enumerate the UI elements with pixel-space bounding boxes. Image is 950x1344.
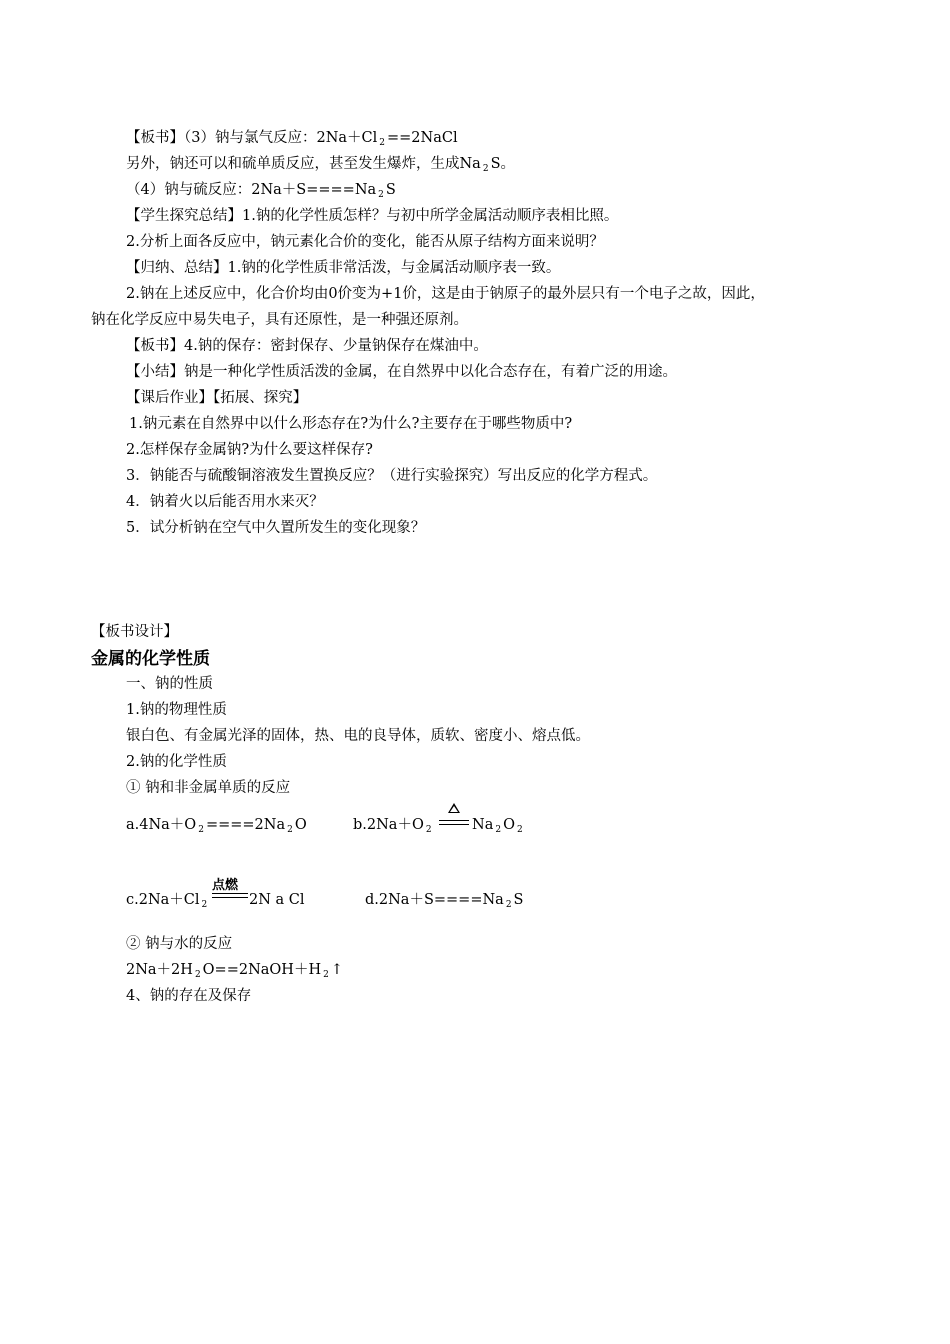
conclusion-2: 2.钠在上述反应中，化合价均由0价变为+1价，这是由于钠原子的最外层只有一个电子之故，因此， [126,286,765,302]
equation-b-left: b.2Na＋O $_2$ [353,817,432,835]
board-note-sodium-chlorine: 【板书】（3）钠与氯气反应：2Na＋Cl $_2$ ==2NaCl [126,130,458,148]
reaction-double-line [212,893,248,898]
inquiry-question-2: 2.分析上面各反应中，钠元素化合价的变化，能否从原子结构方面来说明？ [126,234,604,250]
chemical-properties-heading: 2.钠的化学性质 [126,754,227,770]
note-sodium-sulfur-intro: 另外，钠还可以和硫单质反应，甚至发生爆炸，生成Na $_2$ S。 [126,156,516,174]
ignition-condition: 点燃 [212,878,239,893]
equation-c-left: c.2Na＋Cl $_2$ [126,892,208,910]
note-sodium-sulfur-equation: （4）钠与硫反应：2Na＋S====Na $_2$ S [126,182,396,200]
homework-question-2: 2.怎样保存金属钠?为什么要这样保存? [126,442,373,458]
conclusion-2-continued: 钠在化学反应中易失电子，具有还原性，是一种强还原剂。 [91,312,468,328]
summary: 【小结】钠是一种化学性质活泼的金属，在自然界中以化合态存在，有着广泛的用途。 [126,364,677,380]
water-reaction-heading: ② 钠与水的反应 [126,936,233,952]
existence-storage-heading: 4、钠的存在及保存 [126,988,252,1004]
water-reaction-equation: 2Na＋2H $_2$ O==2NaOH＋H $_2$ ↑ [126,962,343,980]
conclusion-1: 【归纳、总结】1.钠的化学性质非常活泼，与金属活动顺序表一致。 [126,260,561,276]
homework-question-4: 4．钠着火以后能否用水来灭？ [126,494,324,510]
homework-question-3: 3．钠能否与硫酸铜溶液发生置换反应？（进行实验探究）写出反应的化学方程式。 [126,468,658,484]
heating-triangle-icon [448,803,460,813]
nonmetal-reaction-heading: ① 钠和非金属单质的反应 [126,780,291,796]
reaction-double-line [439,820,469,825]
equation-c-right: 2N a Cl [249,892,305,908]
equation-d: d.2Na＋S====Na $_2$ S [365,892,524,910]
board-design-label: 【板书设计】 [91,624,178,640]
student-inquiry-summary: 【学生探究总结】1.钠的化学性质怎样？与初中所学金属活动顺序表相比照。 [126,208,619,224]
equation-a: a.4Na＋O $_2$ ====2Na $_2$ O [126,817,307,835]
homework-heading: 【课后作业】【拓展、探究】 [126,390,308,406]
section-sodium-properties: 一、钠的性质 [126,676,213,692]
board-note-storage: 【板书】4.钠的保存：密封保存、少量钠保存在煤油中。 [126,338,488,354]
homework-question-1: 1.钠元素在自然界中以什么形态存在?为什么?主要存在于哪些物质中? [129,416,573,432]
equation-b-right: Na $_2$ O $_2$ [472,817,523,835]
physical-properties-text: 银白色、有金属光泽的固体，热、电的良导体，质软、密度小、熔点低。 [126,728,590,744]
physical-properties-heading: 1.钠的物理性质 [126,702,227,718]
homework-question-5: 5．试分析钠在空气中久置所发生的变化现象？ [126,520,426,536]
board-title: 金属的化学性质 [91,649,210,669]
